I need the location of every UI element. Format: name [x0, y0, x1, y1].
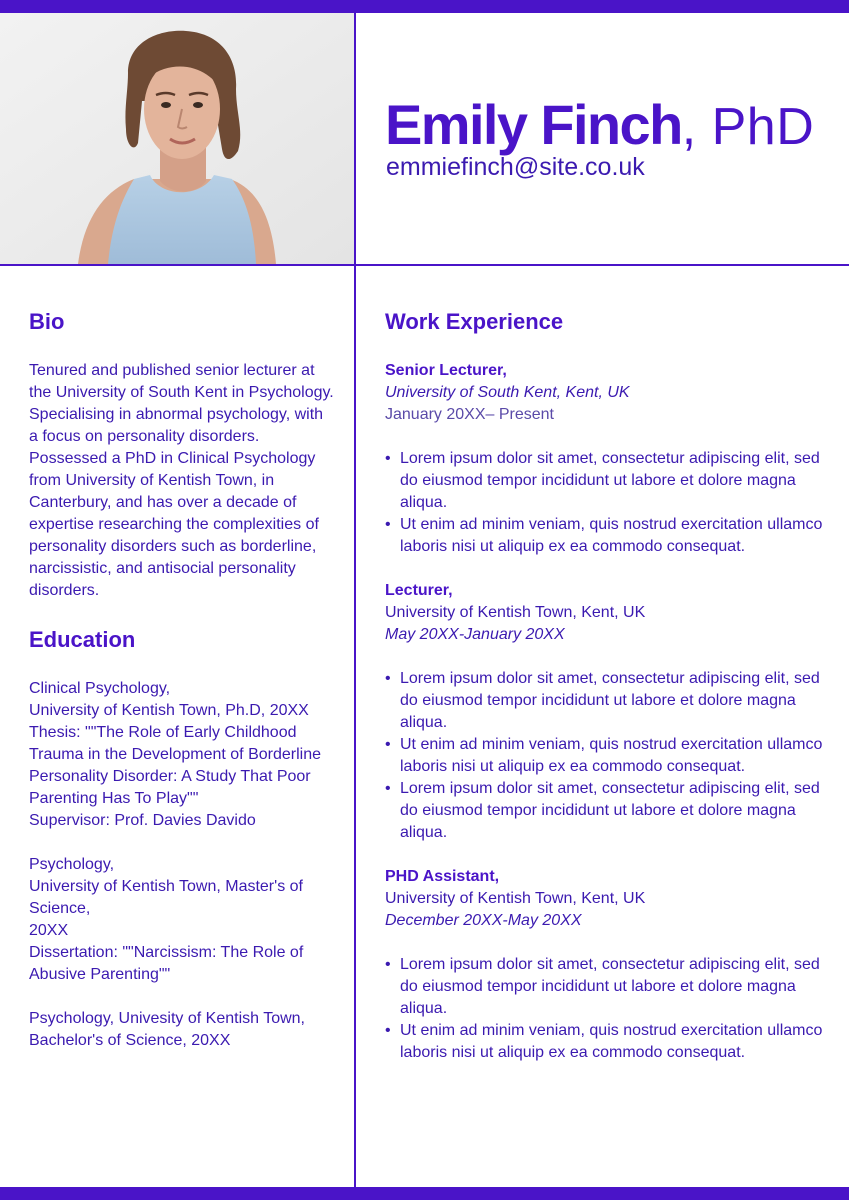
- bio-heading: Bio: [29, 309, 65, 334]
- bullet-item: • Lorem ipsum dolor sit amet, consectetur adipiscing elit, sed do eiusmod tempor incididunt ut labore et dolore magna aliqua.: [385, 954, 825, 1020]
- job-entry: [385, 360, 825, 558]
- job-bullets: [385, 954, 825, 1064]
- job-dates: December 20XX-May 20XX: [385, 912, 582, 929]
- job-organization: University of Kentish Town, Kent, UK: [385, 890, 646, 907]
- thesis-title: Thesis: ""The Role of Early Childhood Trauma in the Development of Borderline Personality Disorder: A Study That Poor Parenting Has To Play"": [29, 724, 321, 807]
- education-entry: [29, 854, 334, 986]
- education-entry: [29, 678, 334, 832]
- job-bullets: [385, 668, 825, 844]
- education-entry: [29, 1008, 334, 1052]
- degree-suffix: , PhD: [681, 98, 815, 156]
- bullet-item: • Lorem ipsum dolor sit amet, consectetur adipiscing elit, sed do eiusmod tempor incididunt ut labore et dolore magna aliqua.: [385, 448, 825, 514]
- dissertation-title: Dissertation: ""Narcissism: The Role of Abusive Parenting"": [29, 944, 304, 983]
- job-entry: [385, 866, 825, 1064]
- work-experience-heading: Work Experience: [385, 309, 564, 334]
- top-accent-bar: [0, 0, 849, 13]
- job-organization: University of South Kent, Kent, UK: [385, 384, 630, 401]
- bottom-accent-bar: [0, 1187, 849, 1200]
- job-title: Lecturer,: [385, 582, 453, 599]
- degree-institution: University of Kentish Town, Master's of Science,: [29, 878, 303, 917]
- education-heading: Education: [29, 627, 136, 652]
- bullet-item: • Ut enim ad minim veniam, quis nostrud exercitation ullamco laboris nisi ut aliquip ex ea commodo consequat.: [385, 514, 825, 558]
- degree-year: 20XX: [29, 922, 69, 939]
- job-dates: May 20XX-January 20XX: [385, 626, 565, 643]
- job-dates: January 20XX– Present: [385, 406, 554, 423]
- column-divider: [354, 13, 356, 1187]
- bullet-item: • Lorem ipsum dolor sit amet, consectetur adipiscing elit, sed do eiusmod tempor incididunt ut labore et dolore magna aliqua.: [385, 668, 825, 734]
- profile-photo: [0, 13, 354, 264]
- bullet-item: • Ut enim ad minim veniam, quis nostrud exercitation ullamco laboris nisi ut aliquip ex ea commodo consequat.: [385, 1020, 825, 1064]
- degree-summary: Psychology, Univesity of Kentish Town, Bachelor's of Science, 20XX: [29, 1010, 305, 1049]
- header-divider: [0, 264, 849, 266]
- email-address: emmiefinch@site.co.uk: [386, 153, 645, 181]
- job-title: PHD Assistant,: [385, 868, 500, 885]
- job-organization: University of Kentish Town, Kent, UK: [385, 604, 646, 621]
- bullet-item: • Ut enim ad minim veniam, quis nostrud exercitation ullamco laboris nisi ut aliquip ex ea commodo consequat.: [385, 734, 825, 778]
- job-bullets: [385, 448, 825, 558]
- degree-institution: University of Kentish Town, Ph.D, 20XX: [29, 702, 309, 719]
- job-entry: [385, 580, 825, 844]
- right-column: [385, 306, 825, 1086]
- degree-field: Psychology,: [29, 856, 115, 873]
- bullet-item: • Lorem ipsum dolor sit amet, consectetur adipiscing elit, sed do eiusmod tempor incididunt ut labore et dolore magna aliqua.: [385, 778, 825, 844]
- person-name: Emily Finch: [385, 93, 682, 156]
- job-title: Senior Lecturer,: [385, 362, 507, 379]
- bio-text: Tenured and published senior lecturer at the University of South Kent in Psychology. Specialising in abnormal psychology, with a focus on personality disorders. Possessed a PhD in Clinical Psychology from University of Kentish Town, in Canterbury, and has over a decade of expertise researching the complexities of personality disorders such as borderline, narcissistic, and antisocial personality disorders.: [29, 362, 334, 599]
- left-column: [29, 306, 334, 1074]
- supervisor: Supervisor: Prof. Davies Davido: [29, 812, 256, 829]
- degree-field: Clinical Psychology,: [29, 680, 171, 697]
